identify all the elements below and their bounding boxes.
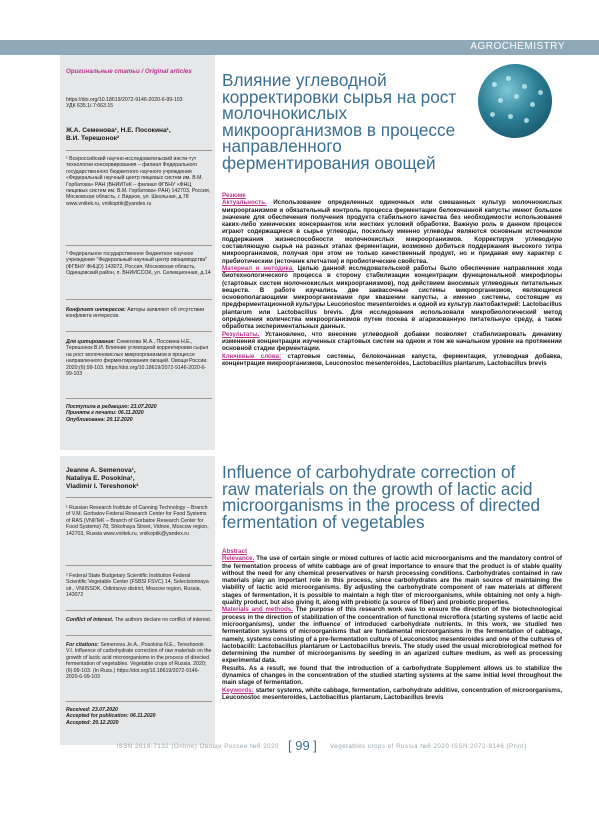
relevance-en: Relevance. The use of certain single or mixed cultures of lactic acid microorganisms and the mandatory control of the fermentation process of white cabbage are of great importance to ensure that the product is of stable quality without the need for any chemical preservatives or harsh processing conditions. Carbohydrates contained in raw materials play an important role in this process, since carbohydrates are the main source of maintaining the viability of lactic acid microorganisms. By adjusting the carbohydrate component of raw materials at different stages of fermentation, it is possible to maintain a high titer of microorganisms, while obtaining not only a high-quality product, but also giving it, along with prebiotic (a source of fiber) and probiotic properties. [222,555,562,607]
conflict-label: Conflict of interest. [66,617,114,623]
doi-ru [66,97,212,110]
citation-en [66,642,212,680]
bacteria-illustration-icon [478,64,552,138]
keywords-en: Keywords: starter systems, white cabbage, fermentation, carbohydrate additive, concentration of microorganisms, Leuconostoc mesenteroides, Lactobacillus plantarum, Lactobacillus brevis [222,686,562,701]
authors-en [66,467,212,491]
published-date: Опубликована: 20.12.2020 [66,416,133,423]
received-date: Поступила в редакцию: 23.07.2020 [66,404,157,410]
methods-ru: Материал и методика. Целью данной исследовательской работы было обеспечение направления хода биотехнологического процесса в сторону стабилизации концентрации функциональной микрофлоры (стартовых систем молочнокислых микроорганизмов), под действием вносимых углеводных питательных веществ. В работе изучались две закваcочные системы микроорганизмов, являющиеся основополагающими микроорганизмами при квашении капусты, а именно системы, состоящие из предферментационной культуры Leuconostoc mesenteroides и одной из культур лактобактерий: Lactobacillus plantarum или Lactobacillus brevis. Для исследования использовали микробиологический метод определения количества микроорганизмов путем посева в агаризованную питательную среду, а также обработка экспериментальных данных. [222,264,562,331]
divider [66,331,212,332]
article-title-en: Influence of carbohydrate correction of raw materials on the growth of lactic acid microorganisms in the process of directed fermentation of vegetables [222,462,541,532]
authors-line: В.И. Терешонок² [66,135,120,142]
abstract-ru [222,192,562,367]
conflict-ru [66,307,212,320]
page-footer [0,736,599,756]
affiliation-ru-2: ² Федеральное государственное бюджетное научное учреждение "Федеральный научный центр овощеводства" (ФГБНУ ФНЦО) 143072, Россия, Московская область, Одинцовский район, п. ВНИИССОК, ул. Селекционная, д.14 [66,251,211,277]
citation-label: For citations: [66,642,99,648]
divider [66,610,212,611]
authors-line: Vladimir I. Tereshonok² [66,483,139,490]
published-date: Accepted: 20.12.2020 [66,719,119,726]
methods-en: Materials and methods. The purpose of this research work was to ensure the direction of the biotechnological process in the direction of stabilization of the concentration of functional microflora (starting systems of lactic acid microorganisms), under the influence of introduced carbohydrate nutrients. In this work, we studied two fermentation systems of microorganisms that are fundamental microorganisms in the fermentation of cabbage, namely, systems consisting of a pre-fermentation culture of Leuconostoc mesenteroides and one of the cultures of lactobacilli: Lactobacillus plantarum or Lactobacillus brevis. The study used the usual microbiological method for determining the number of microorganisms by seeding in an agarized culture medium, as well as processing experimental data. [222,606,562,665]
affiliation-en-1: ¹ Russian Research Institute of Canning Technology – Branch of V.M. Gorbatov Federal Research Center for Food Systems of RAS (VNIITeK – Branch of Gorbatov Research Center for Food Systems) 78, Shkolnaya Street, Vidnoe, Moscow region, 142703, Russia www.vniitek.ru, vniikoptik@yandex.ru [66,505,209,537]
affiliation-en-2: ² Federal State Budgetary Scientific Institution Federal Scientific Vegetable Center (FSBSI FSVC) 14, Selectsionnaya str., VNIISSOK, Odintsovo district, Moscow region, Russia, 143072 [66,573,209,599]
article-type: Оригинальные статьи / Original articles [66,68,192,75]
divider [66,245,212,246]
results-en: Results. As a result, we found that the introduction of a carbohydrate Supplement allows us to stabilize the dynamics of changes in the concentration of the studied starting systems at the same initial level throughout the main stage of fermentation. [222,664,562,687]
conflict-label: Конфликт интересов: [66,307,126,313]
section-label: AGROCHEMISTRY [470,41,565,52]
affiliation-ru-1: ¹ Всероссийский научно-исследовательский инсти-тут технологии консервирования – филиал Федерального государственного бюджетного научного учреждения «Федеральный научный центр пищевых систем им. В.М. Горбатова» РАН (ВНИИТеК – филиал ФГБНУ «ФНЦ пищевых систем им. В.М. Горбатова» РАН) 142703, Россия, Московская область, г. Видное, ул. Школьная, д.78 www.vniitek.ru, vniikoptik@yandex.ru [66,156,211,207]
page-number: [ 99 ] [288,738,317,753]
authors-ru [66,127,212,143]
divider [66,701,212,702]
citation-text: Семенова Ж.А., Посокина Н.Е., Терешонок В.И. Влияние углеводной корректировки сырья на рост молочнокислых микроорганизмов в процессе направленного ферментирования овощей. Овощи России. 2020;(6):99-103. https://doi.org/10.18619/2072-9146-2020-6-99-103 [66,339,209,378]
footer-issn-online: ISSN 2618-7132 (Online) Овощи России №6 2020 [116,743,279,750]
sidebar-gap [60,450,215,456]
conflict-en [66,617,212,623]
divider [66,497,212,498]
results-ru: Результаты. Установлено, что внесение углеводной добавки позволяет стабилизировать динамику изменения концентрации изученных стартовых систем на одном и том же начальном уровне на протяжении основной стадии ферментации. [222,330,562,353]
received-date: Received: 23.07.2020 [66,707,118,713]
divider [66,398,212,399]
keywords-ru: Ключевые слова: стартовые системы, белокочанная капуста, ферментация, углеводная добавка, концентрация микроорганизмов, Leuconostoc mesenteroides, Lactobacillus plantarum, Lactobacillus brevis [222,352,562,367]
abstract-en [222,548,562,701]
conflict-text: The authors declare no conflict of interest. [114,617,212,623]
sidebar [60,55,215,745]
udc-line: УДК 635.1/.7:663.15 [66,103,114,110]
footer-issn-print: Vegetables crops of Russia №6 2020 ISSN 2072-9146 (Print) [330,743,527,750]
authors-line: Jeanne A. Semenova¹, [66,467,136,474]
accepted-date: Accepted for publication: 06.11.2020 [66,713,156,720]
authors-line: Ж.А. Семенова¹, Н.Е. Посокина¹, [66,127,171,134]
divider [66,299,212,300]
abstract-heading: Резюме [222,192,246,199]
dates-ru [66,404,212,423]
divider [66,565,212,566]
divider [66,635,212,636]
citation-label: Для цитирования: [66,339,116,345]
doi-line[interactable]: https://doi.org/10.18619/2072-9146-2020-6-99-103 [66,97,183,103]
accepted-date: Принята к печати: 06.11.2020 [66,410,144,417]
relevance-ru: Актуальность. Использование определенных одиночных или смешанных культур молочнокислых микроорганизмов и обязательный контроль процесса ферментации белокочанной капусты имеют большое значение для обеспечения получения продукта стабильного качества без необходимости использования каких-либо химических консервантов или жестких условий обработки. Важную роль в данном процессе играют содержащиеся в сырье углеводы, поскольку именно углеводы являются основным источником поддержания жизнеспособности молочнокислых микроорганизмов. Корректируя углеводную составляющую сырья на разных этапах ферментации, возможно добиться поддержания высокого титра микроорганизмов, получая при этом не только качественный продукт, но и придавая ему характер с пребиотическим (источник клетчатки) и пробиотические свойства. [222,199,562,265]
citation-text: Semenova Je.A., Posokina N.E., Tereshonok V.I. Influence of carbohydrate correction of raw materials on the growth of lactic acid microorganisms in the process of directed fermentation of vegetables. Vegetable crops of Russia. 2020;(6):99-103. (In Russ.) https://doi.org/10.18619/2072-9146-2020-6-99-103 [66,642,212,681]
citation-ru [66,339,212,377]
abstract-heading: Abstract [222,548,248,555]
authors-line: Nataliya E. Posokina¹, [66,475,135,482]
article-title-ru: Влияние углеводной корректировки сырья на рост молочнокислых микроорганизмов в процессе направленного ферментирования овощей [222,70,457,173]
section-header-bar [0,40,599,55]
divider [66,150,212,151]
dates-en [66,707,212,726]
conflict-text: Авторы заявляют об отсутствии конфликта интересов. [66,307,205,320]
